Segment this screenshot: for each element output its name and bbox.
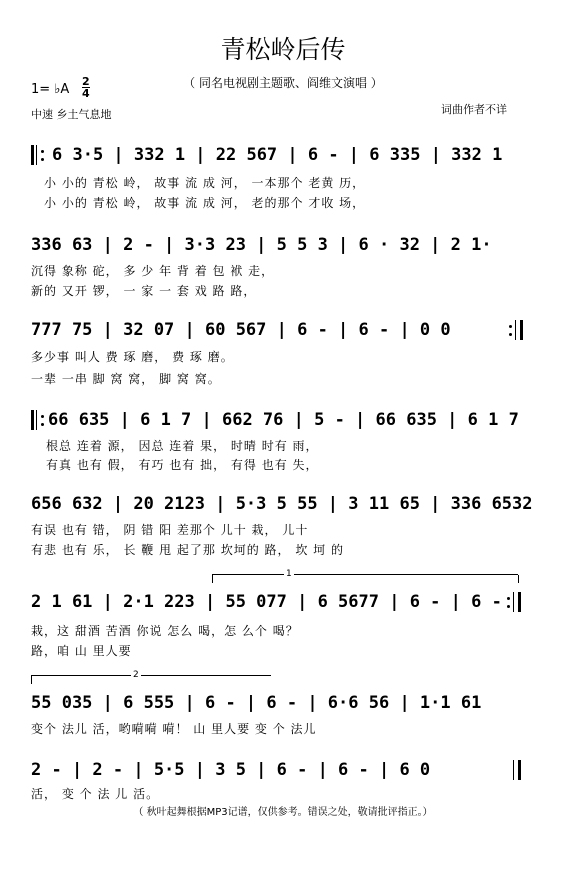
lyric-line-2: 有悲 也有 乐， 长 鞭 甩 起了那 坎坷的 路， 坎 坷 的 xyxy=(31,543,344,557)
final-barline-thin xyxy=(513,760,514,780)
repeat-dot xyxy=(509,325,512,328)
notation-line: 66 635 | 6 1 7 | 662 76 | 5 - | 66 635 | 6 1 7 xyxy=(48,410,519,430)
repeat-dot xyxy=(41,415,44,418)
composer-credits: 词曲作者不详 xyxy=(441,103,507,116)
repeat-start-barline-thin xyxy=(36,145,37,165)
lyric-line-1: 多少事 叫人 费 琢 磨， 费 琢 磨。 xyxy=(31,350,234,364)
lyric-line-1: 有误 也有 错， 阴 错 阳 差那个 儿十 栽， 儿十 xyxy=(31,523,309,537)
notation-line: 777 75 | 32 07 | 60 567 | 6 - | 6 - | 0 0 xyxy=(31,320,451,340)
tempo-marking: 中速 乡土气息地 xyxy=(31,108,112,121)
notation-line: 336 63 | 2 - | 3·3 23 | 5 5 3 | 6 · 32 | 2 1· xyxy=(31,235,492,255)
notation-line: 2 - | 2 - | 5·5 | 3 5 | 6 - | 6 - | 6 0 xyxy=(31,760,431,780)
key-signature: 1= ♭A xyxy=(31,82,70,97)
repeat-start-barline xyxy=(31,145,34,165)
song-title: 青松岭后传 xyxy=(220,35,346,64)
final-barline xyxy=(518,760,521,780)
lyric-line-1: 沉得 象称 砣， 多 少 年 背 着 包 袱 走， xyxy=(31,264,275,278)
repeat-start-barline xyxy=(31,410,34,430)
lyric-line-1: 小 小的 青松 岭， 故事 流 成 河， 一本那个 老黄 历， xyxy=(44,176,366,190)
lyric-line-2: 有真 也有 假， 有巧 也有 拙， 有得 也有 失， xyxy=(46,458,319,472)
lyric-line-2: 一辈 一串 脚 窝 窝， 脚 窝 窝。 xyxy=(31,372,221,386)
lyric-line-2: 新的 又开 锣， 一 家 一 套 戏 路 路， xyxy=(31,284,257,298)
repeat-end-barline xyxy=(518,592,521,612)
second-ending-number: 2 xyxy=(133,670,139,680)
repeat-dot xyxy=(509,333,512,336)
lyric-line-1: 活， 变 个 法 儿 活。 xyxy=(31,787,160,801)
lyric-line-2: 小 小的 青松 岭， 故事 流 成 河， 老的那个 才收 场， xyxy=(44,196,366,210)
lyric-line-1: 根总 连着 源， 因总 连着 果， 时晴 时有 雨， xyxy=(46,439,319,453)
lyric-line-2: 路，咱 山 里人要 xyxy=(31,644,132,658)
notation-line: 6 3·5 | 332 1 | 22 567 | 6 - | 6 335 | 332 1 xyxy=(52,145,503,165)
repeat-dot xyxy=(507,605,510,608)
repeat-dot xyxy=(41,158,44,161)
meter-top: 2 xyxy=(82,75,90,88)
repeat-dot xyxy=(507,597,510,600)
notation-line: 2 1 61 | 2·1 223 | 55 077 | 6 5677 | 6 - | 6 - xyxy=(31,592,502,612)
repeat-end-barline xyxy=(520,320,523,340)
repeat-end-barline-thin xyxy=(513,592,514,612)
repeat-dot xyxy=(41,150,44,153)
lyric-line-1: 变个 法儿 活，哟嗬嗬 嗬！ 山 里人要 变 个 法儿 xyxy=(31,722,317,736)
song-subtitle: （ 同名电视剧主题歌、阎维文演唱 ） xyxy=(183,76,383,90)
repeat-start-barline-thin xyxy=(36,410,37,430)
time-signature xyxy=(82,76,90,99)
second-ending-bracket xyxy=(31,670,271,680)
notation-line: 55 035 | 6 555 | 6 - | 6 - | 6·6 56 | 1·1 61 xyxy=(31,693,482,713)
notation-line: 656 632 | 20 2123 | 5·3 5 55 | 3 11 65 | 336 6532 xyxy=(31,494,533,514)
meter-bottom: 4 xyxy=(82,87,90,100)
repeat-dot xyxy=(41,423,44,426)
first-ending-bracket xyxy=(212,569,518,579)
lyric-line-1: 栽，这 甜酒 苦酒 你说 怎么 喝，怎 么个 喝？ xyxy=(31,624,299,638)
repeat-end-barline-thin xyxy=(515,320,516,340)
transcriber-note: （ 秋叶起舞根据MP3记谱，仅供参考。错误之处，敬请批评指正。） xyxy=(133,807,433,818)
first-ending-number: 1 xyxy=(286,569,292,579)
